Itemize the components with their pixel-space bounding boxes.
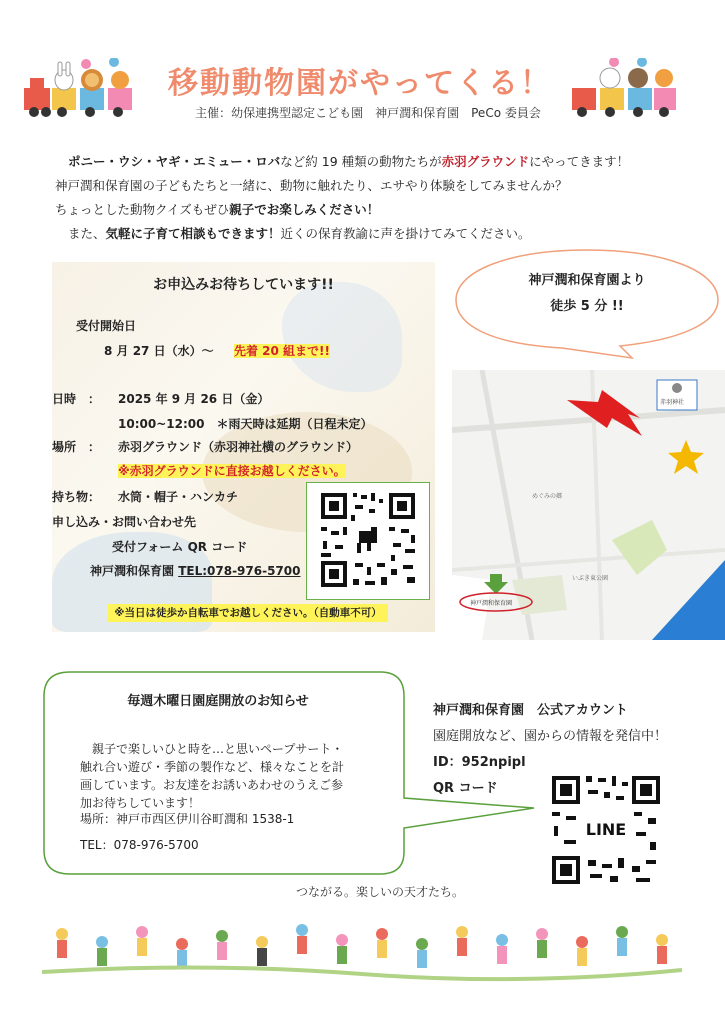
- line-qr-icon: [546, 770, 666, 890]
- tagline: つながる。楽しいの天才たち。: [295, 885, 464, 899]
- intro-text: ポニー・ウシ・ヤギ・エミュー・ロバなど約 19 種類の動物たちが赤羽グラウンドにやってきます！ 神戸潤和保育園の子どもたちと一緒に、動物に触れたり、エサやり体験をしてみませんか？ ちょっとした動物クイズもぜひ親子でお楽しみください！ また、気軽に子育て相談もできます！近くの保育教諭に声を掛けてみてください。: [55, 154, 630, 241]
- contact-org: 神戸潤和保育園: [90, 564, 179, 578]
- place-value: 赤羽グラウンド（赤羽神社横のグラウンド）: [118, 440, 359, 454]
- application-form-qr-code[interactable]: [306, 482, 430, 600]
- application-title: お申込みお待ちしています!!: [153, 277, 334, 293]
- line-logo-text: LINE: [585, 820, 627, 839]
- account-id[interactable]: ID：952npipl: [433, 755, 526, 770]
- qr-code-icon: [307, 483, 428, 598]
- weekly-tel[interactable]: TEL：078-976-5700: [80, 838, 199, 852]
- animal-train-illustration-left: [22, 58, 142, 120]
- line-qr-code[interactable]: [546, 770, 666, 890]
- date-label: 日時 ：: [52, 392, 101, 406]
- time-value: 10:00~12:00 ＊雨天時は延期（日程未定）: [118, 417, 373, 431]
- start-label: 受付開始日: [76, 319, 137, 333]
- start-date: 8 月 27 日（水）～: [104, 344, 214, 358]
- weekly-place: 場所：神戸市西区伊川谷町潤和 1538-1: [80, 812, 295, 826]
- location-map: [452, 370, 725, 640]
- organizer-text: 主催：幼保連携型認定こども園 神戸潤和保育園 PeCo 委員会: [195, 106, 541, 120]
- application-panel: [52, 262, 435, 632]
- map-illustration: [452, 370, 725, 640]
- date-value: 2025 年 9 月 26 日（金）: [118, 392, 270, 406]
- transport-note: ※当日は徒歩か自転車でお越しください。（自動車不可）: [108, 604, 388, 622]
- map-label-akabane-shrine: 赤羽神社: [660, 399, 685, 406]
- map-callout-text: 神戸潤和保育園より 徒歩 5 分 !!: [528, 273, 646, 314]
- contact-label: 申し込み・お問い合わせ先: [52, 515, 197, 529]
- animal-train-illustration-right: [570, 58, 680, 120]
- venue-name: 赤羽グラウンド: [441, 154, 530, 169]
- page-title: 移動動物園がやってくる！: [168, 66, 552, 101]
- account-title: 神戸潤和保育園 公式アカウント: [433, 703, 628, 718]
- account-qr-label: QR コード: [433, 781, 498, 796]
- account-desc: 園庭開放など、園からの情報を発信中！: [433, 729, 668, 744]
- items-label: 持ち物：: [52, 490, 101, 504]
- map-label-megumi: めぐみの郷: [532, 493, 563, 500]
- form-label: 受付フォーム QR コード: [112, 540, 248, 554]
- items-value: 水筒・帽子・ハンカチ: [118, 490, 239, 504]
- animal-list: ポニー・ウシ・ヤギ・エミュー・ロバ: [68, 154, 281, 169]
- contact-tel[interactable]: TEL:078-976-5700: [178, 564, 301, 578]
- weekly-body: 親子で楽しいひと時を…と思いペープサート・ 触れ合い遊び・季節の製作など、様々なことを計 画しています。お友達をお誘いあわせのうえご参 加お待ちしています！: [80, 742, 345, 810]
- first-come-badge: 先着 20 組まで!!: [234, 344, 331, 358]
- map-label-nursery: 神戸潤和保育園: [470, 600, 513, 607]
- map-label-park: いぶき東公園: [572, 575, 609, 582]
- weekly-title: 毎週木曜日園庭開放のお知らせ: [127, 694, 309, 709]
- place-label: 場所 ：: [52, 440, 101, 454]
- place-note: ※赤羽グラウンドに直接お越しください。: [118, 464, 346, 478]
- children-illustration: [42, 912, 682, 984]
